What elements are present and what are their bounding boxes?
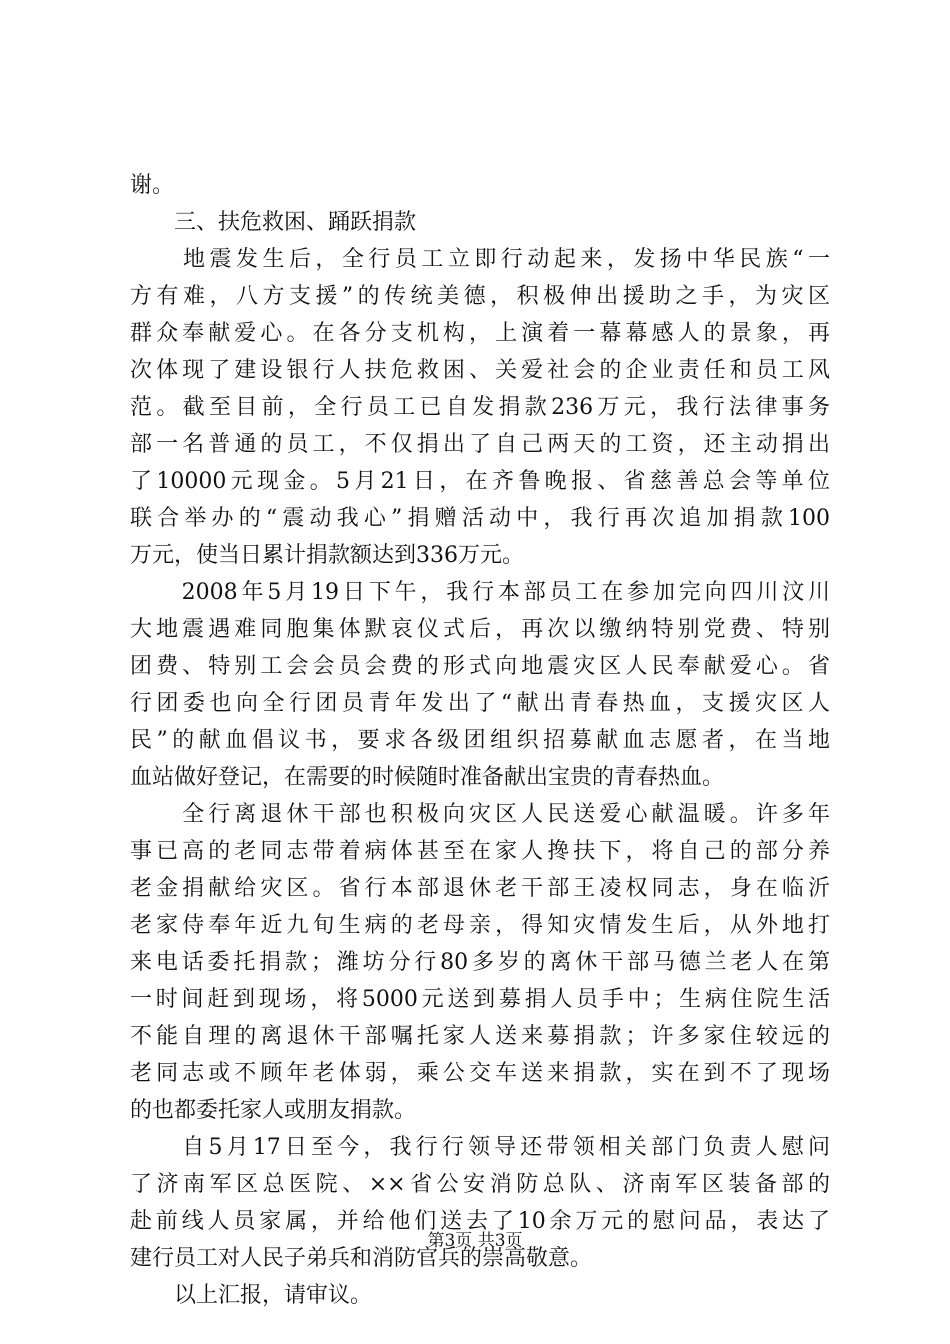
text-line: 次体现了建设银行人扶危救困、关爱社会的企业责任和员工风 [130,358,830,383]
text-line: 不能自理的离退休干部嘱托家人送来募捐款；许多家住较远的 [130,1024,830,1049]
text-line: 万元，使当日累计捐款额达到336万元。 [130,543,524,568]
text-line: 赴前线人员家属，并给他们送去了10余万元的慰问品，表达了 [130,1209,830,1234]
text-line: 2008年5月19日下午，我行本部员工在参加完向四川汶川 [130,580,830,605]
text-line: 地震发生后，全行员工立即行动起来，发扬中华民族“一 [130,247,830,272]
text-line: 了济南军区总医院、××省公安消防总队、济南军区装备部的 [130,1172,830,1197]
text-line: 联合举办的“震动我心”捐赠活动中，我行再次追加捐款100 [130,506,830,531]
text-line: 部一名普通的员工，不仅捐出了自己两天的工资，还主动捐出 [130,432,830,457]
text-line: 群众奉献爱心。在各分支机构，上演着一幕幕感人的景象，再 [130,321,830,346]
text-line: 范。截至目前，全行员工已自发捐款236万元，我行法律事务 [130,395,830,420]
text-line: 的也都委托家人或朋友捐款。 [130,1098,417,1123]
text-line: 方有难，八方支援”的传统美德，积极伸出援助之手，为灾区 [130,284,830,309]
text-line: 老金捐献给灾区。省行本部退休老干部王凌权同志，身在临沂 [130,876,830,901]
text-line: 血站做好登记，在需要的时候随时准备献出宝贵的青春热血。 [130,765,725,790]
text-line: 事已高的老同志带着病体甚至在家人搀扶下，将自己的部分养 [130,839,830,864]
text-line: 团费、特别工会会员会费的形式向地震灾区人民奉献爱心。省 [130,654,830,679]
text-line: 老家侍奉年近九旬生病的老母亲，得知灾情发生后，从外地打 [130,913,830,938]
page-number-footer: 第3页 共3页 [427,1231,523,1251]
section-heading: 三、扶危救困、踊跃捐款 [130,210,417,235]
text-line: 谢。 [130,173,175,198]
text-line: 建行员工对人民子弟兵和消防官兵的崇高敬意。 [130,1246,593,1271]
document-body [130,167,830,1314]
text-line: 自5月17日至今，我行行领导还带领相关部门负责人慰问 [130,1135,830,1160]
text-line: 一时间赶到现场，将5000元送到募捐人员手中；生病住院生活 [130,987,830,1012]
closing-line: 以上汇报，请审议。 [130,1283,373,1308]
text-line: 民”的献血倡议书，要求各级团组织招募献血志愿者，在当地 [130,728,830,753]
text-line: 行团委也向全行团员青年发出了“献出青春热血，支援灾区人 [130,691,830,716]
text-line: 来电话委托捐款；潍坊分行80多岁的离休干部马德兰老人在第 [130,950,830,975]
text-line: 全行离退休干部也积极向灾区人民送爱心献温暖。许多年 [130,802,830,827]
text-line: 了10000元现金。5月21日，在齐鲁晚报、省慈善总会等单位 [130,469,830,494]
text-line: 大地震遇难同胞集体默哀仪式后，再次以缴纳特别党费、特别 [130,617,830,642]
text-line: 老同志或不顾年老体弱，乘公交车送来捐款，实在到不了现场 [130,1061,830,1086]
